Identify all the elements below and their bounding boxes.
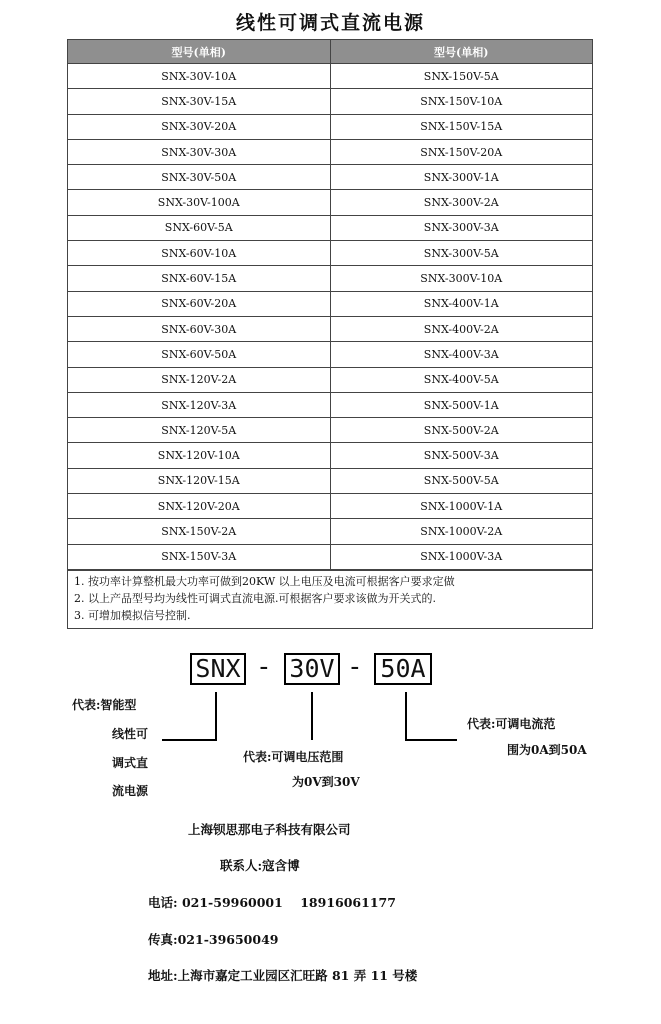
fax-number: 传真:021-39650049 (148, 932, 279, 947)
current-label-line-1: 代表:可调电流范 (467, 717, 556, 731)
table-row (68, 468, 593, 493)
model-cell-right: SNX-400V-5A (330, 367, 593, 392)
model-cell-right: SNX-500V-3A (330, 443, 593, 468)
table-row (68, 266, 593, 291)
note-1: 1. 按功率计算整机最大功率可做到20KW 以上电压及电流可根据客户要求定做 (74, 575, 455, 588)
table-row (68, 392, 593, 417)
model-cell-left: SNX-120V-5A (68, 418, 331, 443)
connector-line-1v (215, 692, 217, 740)
model-cell-left: SNX-30V-100A (68, 190, 331, 215)
table-row (68, 114, 593, 139)
header-model-right: 型号(单相) (330, 40, 593, 64)
table-row (68, 342, 593, 367)
model-cell-left: SNX-60V-30A (68, 316, 331, 341)
table-row (68, 241, 593, 266)
model-cell-left: SNX-120V-2A (68, 367, 331, 392)
model-cell-left: SNX-30V-10A (68, 64, 331, 89)
model-cell-right: SNX-500V-1A (330, 392, 593, 417)
model-cell-left: SNX-60V-20A (68, 291, 331, 316)
model-cell-right: SNX-500V-5A (330, 468, 593, 493)
table-row (68, 89, 593, 114)
code-dash-2: - (347, 652, 363, 682)
header-model-left: 型号(单相) (68, 40, 331, 64)
series-label-line-3: 调式直 (112, 756, 149, 770)
table-row (68, 316, 593, 341)
connector-line-3h (405, 739, 457, 741)
model-cell-right: SNX-300V-10A (330, 266, 593, 291)
model-cell-left: SNX-60V-15A (68, 266, 331, 291)
table-row (68, 215, 593, 240)
model-cell-right: SNX-400V-2A (330, 316, 593, 341)
model-cell-right: SNX-1000V-1A (330, 494, 593, 519)
series-label-line-2: 线性可 (112, 727, 149, 741)
model-cell-left: SNX-120V-20A (68, 494, 331, 519)
model-cell-right: SNX-300V-1A (330, 165, 593, 190)
model-cell-left: SNX-120V-3A (68, 392, 331, 417)
model-table (67, 39, 593, 570)
note-3: 3. 可增加模拟信号控制. (74, 609, 191, 622)
contact-person: 联系人:寇含博 (220, 858, 300, 873)
company-name: 上海钡思那电子科技有限公司 (188, 822, 351, 837)
model-cell-left: SNX-30V-50A (68, 165, 331, 190)
voltage-label-line-2: 为0V到30V (292, 775, 360, 789)
code-dash-1: - (256, 652, 272, 682)
model-cell-left: SNX-30V-20A (68, 114, 331, 139)
note-2: 2. 以上产品型号均为线性可调式直流电源.可根据客户要求该做为开关式的. (74, 592, 436, 605)
table-row (68, 64, 593, 89)
address: 地址:上海市嘉定工业园区汇旺路 81 弄 11 号楼 (148, 968, 418, 983)
table-row (68, 494, 593, 519)
model-cell-right: SNX-300V-3A (330, 215, 593, 240)
code-series-box: SNX (190, 653, 246, 685)
model-cell-right: SNX-400V-3A (330, 342, 593, 367)
table-row (68, 418, 593, 443)
table-row (68, 519, 593, 544)
model-cell-right: SNX-150V-10A (330, 89, 593, 114)
table-row (68, 544, 593, 569)
table-row (68, 291, 593, 316)
table-header-row (68, 40, 593, 64)
model-cell-right: SNX-150V-20A (330, 139, 593, 164)
model-cell-left: SNX-120V-15A (68, 468, 331, 493)
model-cell-left: SNX-150V-3A (68, 544, 331, 569)
phone-number: 电话: 021-59960001 18916061177 (148, 895, 396, 910)
model-cell-left: SNX-30V-30A (68, 139, 331, 164)
model-cell-left: SNX-30V-15A (68, 89, 331, 114)
page-title: 线性可调式直流电源 (235, 12, 425, 34)
model-cell-left: SNX-60V-10A (68, 241, 331, 266)
model-cell-left: SNX-120V-10A (68, 443, 331, 468)
model-cell-left: SNX-60V-50A (68, 342, 331, 367)
table-row (68, 367, 593, 392)
voltage-label-line-1: 代表:可调电压范围 (243, 750, 344, 764)
table-row (68, 190, 593, 215)
series-label-line-1: 代表:智能型 (72, 698, 137, 712)
model-cell-left: SNX-60V-5A (68, 215, 331, 240)
model-cell-right: SNX-500V-2A (330, 418, 593, 443)
notes-box (67, 570, 593, 629)
current-label-line-2: 围为0A到50A (507, 743, 587, 757)
connector-line-1h (162, 739, 217, 741)
model-cell-right: SNX-400V-1A (330, 291, 593, 316)
model-cell-right: SNX-150V-15A (330, 114, 593, 139)
code-current-box: 50A (374, 653, 432, 685)
code-voltage-box: 30V (284, 653, 340, 685)
model-cell-right: SNX-1000V-3A (330, 544, 593, 569)
model-cell-right: SNX-1000V-2A (330, 519, 593, 544)
connector-line-2v (311, 692, 313, 740)
model-cell-right: SNX-300V-2A (330, 190, 593, 215)
model-cell-right: SNX-150V-5A (330, 64, 593, 89)
model-cell-left: SNX-150V-2A (68, 519, 331, 544)
series-label-line-4: 流电源 (112, 784, 149, 798)
table-row (68, 139, 593, 164)
table-row (68, 443, 593, 468)
connector-line-3v (405, 692, 407, 740)
model-cell-right: SNX-300V-5A (330, 241, 593, 266)
table-row (68, 165, 593, 190)
